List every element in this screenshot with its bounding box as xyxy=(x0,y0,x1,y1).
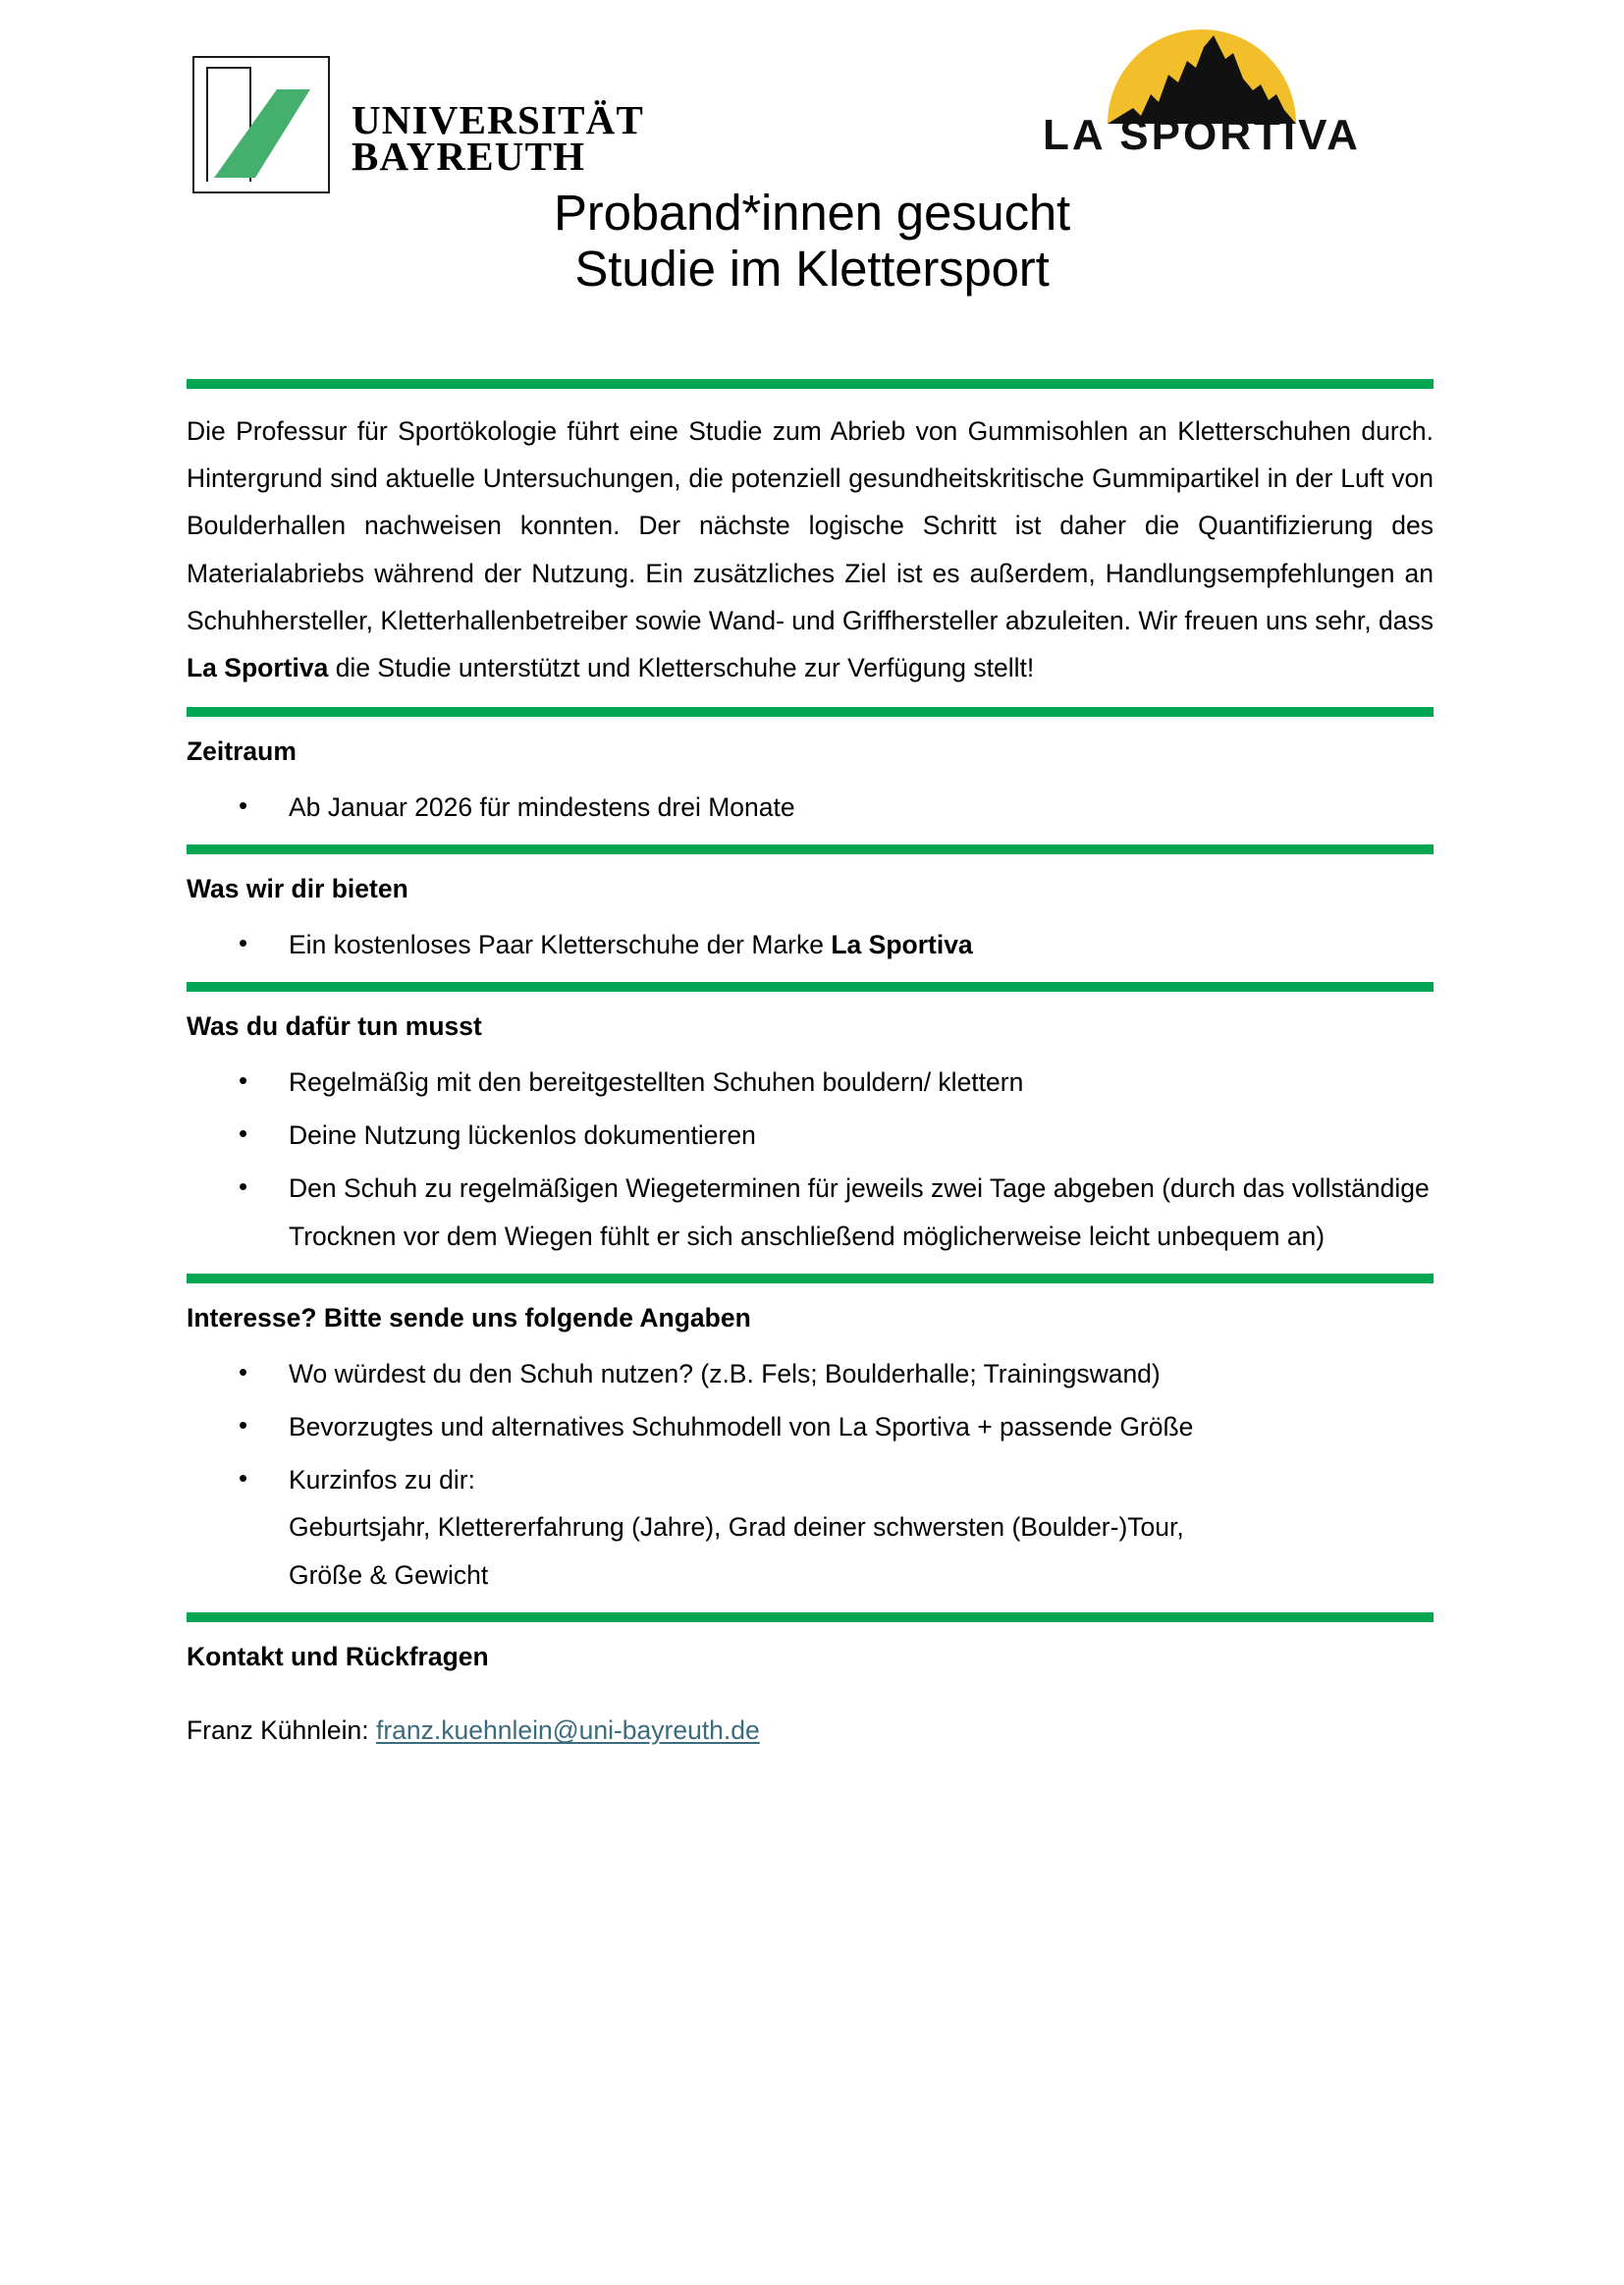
section-divider-top xyxy=(187,379,1434,389)
bullet-text: Regelmäßig mit den bereitgestellten Schuhen bouldern/ klettern xyxy=(289,1067,1024,1097)
section-heading-kontakt: Kontakt und Rückfragen xyxy=(187,1641,489,1671)
bullet-list-interesse xyxy=(187,1338,1434,1612)
title-line-2: Studie im Klettersport xyxy=(574,241,1050,298)
ubt-wordmark-line1: UNIVERSITÄT xyxy=(352,96,644,142)
bullet-bold-brand: La Sportiva xyxy=(831,930,973,960)
bullet-text: Ein kostenloses Paar Kletterschuhe der Marke xyxy=(289,930,832,960)
university-bayreuth-logo xyxy=(192,56,644,193)
list-item xyxy=(187,784,1434,831)
bullet-subline-1: Geburtsjahr, Klettererfahrung (Jahre), Grad deiner schwersten (Boulder-)Tour, xyxy=(289,1512,1184,1543)
la-sportiva-logo xyxy=(986,14,1418,151)
list-item xyxy=(187,1165,1434,1259)
bullet-subline-2: Größe & Gewicht xyxy=(289,1559,489,1590)
list-item xyxy=(187,1350,1434,1397)
bullet-list-zeitraum xyxy=(187,772,1434,844)
contact-name: Franz Kühnlein: xyxy=(187,1715,376,1746)
bullet-text: Kurzinfos zu dir: xyxy=(289,1465,475,1496)
ubt-wordmark xyxy=(352,96,644,193)
la-sportiva-wordmark: LA SPORTIVA xyxy=(1043,111,1361,151)
list-item xyxy=(187,921,1434,968)
list-item xyxy=(187,1059,1434,1106)
section-heading-zeitraum: Zeitraum xyxy=(187,736,297,767)
section-divider-interesse xyxy=(187,1274,1434,1283)
title-line-1: Proband*innen gesucht xyxy=(553,185,1071,241)
section-heading-bieten: Was wir dir bieten xyxy=(187,874,408,904)
content-area xyxy=(187,379,1434,1752)
bullet-list-tun-musst xyxy=(187,1047,1434,1274)
ubt-wordmark-line2: BAYREUTH xyxy=(352,134,586,180)
section-heading-tun-musst: Was du dafür tun musst xyxy=(187,1011,482,1042)
section-divider-bieten xyxy=(187,844,1434,854)
contact-line xyxy=(187,1676,1434,1751)
section-divider-zeitraum xyxy=(187,707,1434,717)
la-sportiva-mountain-sun-logo-icon xyxy=(986,14,1418,151)
contact-email-link[interactable]: franz.kuehnlein@uni-bayreuth.de xyxy=(375,1715,760,1746)
section-divider-kontakt xyxy=(187,1612,1434,1622)
header xyxy=(0,0,1624,196)
intro-paragraph xyxy=(187,389,1434,707)
list-item xyxy=(187,1112,1434,1159)
list-item xyxy=(187,1456,1434,1599)
ubt-mark-green-slash-icon xyxy=(194,58,328,191)
intro-brand-name: La Sportiva xyxy=(187,653,329,683)
bullet-text: Bevorzugtes und alternatives Schuhmodell von La Sportiva + passende Größe xyxy=(289,1411,1194,1442)
section-divider-tun-musst xyxy=(187,982,1434,992)
bullet-text: Ab Januar 2026 für mindestens drei Monate xyxy=(289,792,795,823)
section-heading-interesse: Interesse? Bitte sende uns folgende Angaben xyxy=(187,1302,751,1333)
list-item xyxy=(187,1403,1434,1450)
bullet-list-bieten xyxy=(187,909,1434,982)
bullet-text: Wo würdest du den Schuh nutzen? (z.B. Fels; Boulderhalle; Trainingswand) xyxy=(289,1358,1161,1388)
ubt-logo-mark-icon xyxy=(192,56,330,193)
intro-text-part1: Die Professur für Sportökologie führt eine Studie zum Abrieb von Gummisohlen an Kletterschuhen durch. Hintergrund sind aktuelle Untersuchungen, die potenziell gesundheitskritische Gummipartikel in der Luft von Boulderhallen nachweisen konnten. Der nächste logische Schritt ist daher die Quantifizierung des Materialabriebs während der Nutzung. Ein zusätzliches Ziel ist es außerdem, Handlungsempfehlungen an Schuhhersteller, Kletterhallenbetreiber sowie Wand- und Griffhersteller abzuleiten. Wir freuen uns sehr, dass xyxy=(187,416,1434,635)
intro-text-part2: die Studie unterstützt und Kletterschuhe zur Verfügung stellt! xyxy=(328,653,1035,683)
bullet-text: Deine Nutzung lückenlos dokumentieren xyxy=(289,1120,756,1151)
bullet-text: Den Schuh zu regelmäßigen Wiegeterminen für jeweils zwei Tage abgeben (durch das vollständige Trocknen vor dem Wiegen fühlt er sich anschließend möglicherweise leicht unbequem an) xyxy=(289,1173,1430,1251)
page-title xyxy=(0,185,1624,297)
